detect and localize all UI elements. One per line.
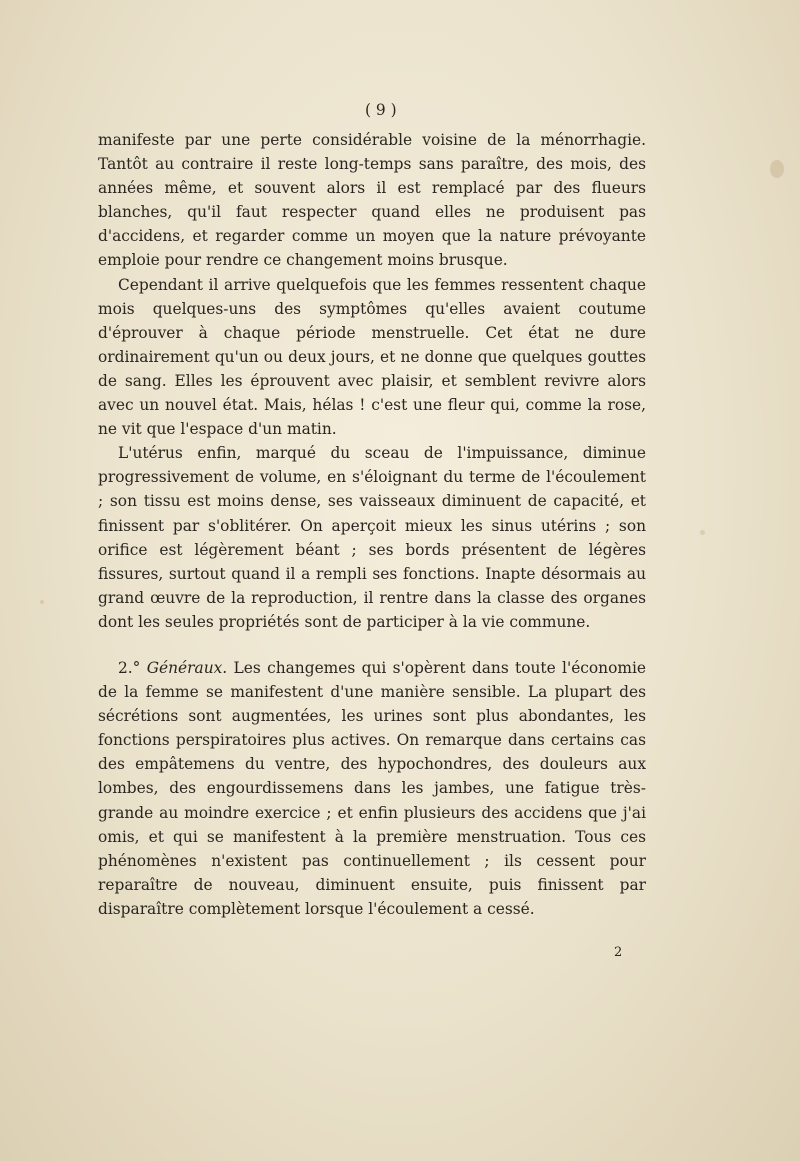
paragraph-4 (98, 656, 646, 921)
section-number: 2.° (118, 658, 141, 677)
paragraph-2: Cependant il arrive quelquefois que les femmes ressentent chaque mois quelques-uns des symptômes qu'elles avaient coutume d'éprouver à chaque période menstruelle. Cet état ne dure ordinairement qu'un ou deux jours, et ne donne que quelques gouttes de sang. Elles les éprouvent avec plaisir, et semblent revivre alors avec un nouvel état. Mais, hélas ! c'est une fleur qui, comme la rose, ne vit que l'espace d'un matin. (98, 275, 646, 439)
paper-stain (770, 160, 784, 178)
paper-stain (40, 600, 44, 604)
paragraph-4-body: Les changemes qui s'opèrent dans toute l'économie de la femme se manifestent d'une manière sensible. La plupart des sécrétions sont augmentées, les urines sont plus abondantes, les fonctions perspiratoires plus actives. On remarque dans certains cas des empâtemens du ventre, des hypochondres, des douleurs aux lombes, des engourdissemens dans les jambes, une fatigue très-grande au moindre exercice ; et enfin plusieurs des accidens que j'ai omis, et qui se manifestent à la première menstruation. Tous ces phénomènes n'existent pas continuellement ; ils cessent pour reparaître de nouveau, diminuent ensuite, puis finissent par disparaître complètement lorsque l'écoulement a cessé. (98, 658, 646, 918)
signature-mark: 2 (614, 945, 623, 960)
paper-stain (700, 530, 705, 535)
section-heading: Généraux. (146, 658, 228, 677)
paragraph-1: manifeste par une perte considérable voisine de la ménorrhagie. Tantôt au contraire il reste long-temps sans paraître, des mois, des années même, et souvent alors il est remplacé par des flueurs blanches, qu'il faut respecter quand elles ne produisent pas d'accidens, et regarder comme un moyen que la nature prévoyante emploie pour rendre ce changement moins brusque. (98, 131, 646, 270)
page-number: ( 9 ) (365, 101, 397, 119)
paragraph-3: L'utérus enfin, marqué du sceau de l'impuissance, diminue progressivement de volume, en s'éloignant du terme de l'écoulement ; son tissu est moins dense, ses vaisseaux diminuent de capacité, et finissent par s'oblitérer. On aperçoit mieux les sinus utérins ; son orifice est légèrement béant ; ses bords présentent de légères fissures, surtout quand il a rempli ses fonctions. Inapte désormais au grand œuvre de la reproduction, il rentre dans la classe des organes dont les seules propriétés sont de participer à la vie commune. (98, 444, 646, 631)
body-text (98, 128, 646, 921)
